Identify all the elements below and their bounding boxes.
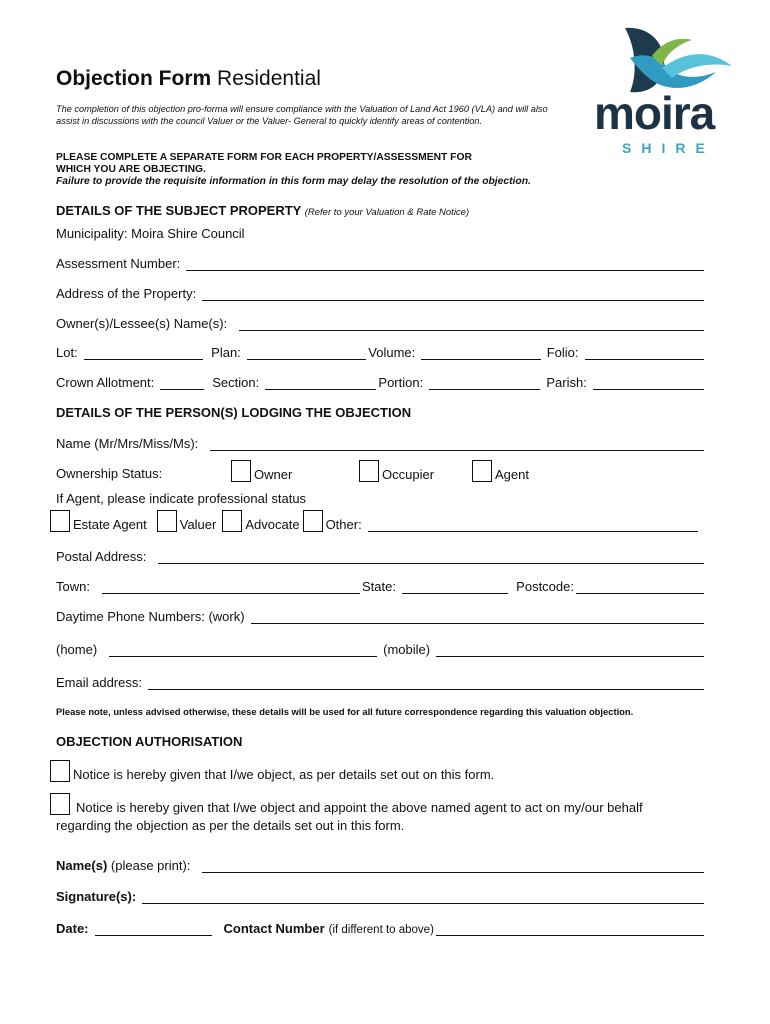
owner-option[interactable] [231, 460, 292, 482]
name-label: Name (Mr/Mrs/Miss/Ms): [56, 436, 199, 451]
owners-label: Owner(s)/Lessee(s) Name(s): [56, 316, 228, 331]
date-row [56, 921, 704, 936]
plan-label: Plan: [211, 345, 241, 360]
owners-row [56, 316, 704, 331]
town-field[interactable] [102, 581, 360, 594]
folio-label: Folio: [546, 345, 579, 360]
assessment-label: Assessment Number: [56, 256, 181, 271]
auth-option-1-text: Notice is hereby given that I/we object, as per details set out on this form. [73, 767, 495, 782]
postcode-label: Postcode: [516, 579, 574, 594]
lot-label: Lot: [56, 345, 78, 360]
email-label: Email address: [56, 675, 142, 690]
home-label: (home) [56, 642, 98, 657]
agent-label: Agent [495, 467, 529, 482]
work-phone-field[interactable] [251, 611, 704, 624]
occupier-checkbox[interactable] [359, 460, 379, 482]
owner-label: Owner [254, 467, 293, 482]
notice-warning: Failure to provide the requisite information in this form may delay the resolution of the objection. [56, 176, 531, 187]
signature-field[interactable] [142, 891, 704, 904]
title-bold: Objection Form [56, 67, 212, 90]
notice-line-1: PLEASE COMPLETE A SEPARATE FORM FOR EACH PROPERTY/ASSESSMENT FOR [56, 152, 472, 163]
assessment-row [56, 256, 704, 271]
property-heading-text: DETAILS OF THE SUBJECT PROPERTY [56, 203, 302, 218]
signature-row [56, 889, 704, 904]
contact-field[interactable] [436, 923, 704, 936]
valuer-checkbox[interactable] [157, 510, 177, 532]
daytime-label: Daytime Phone Numbers: (work) [56, 609, 245, 624]
property-heading-note: (Refer to your Valuation & Rate Notice) [304, 207, 470, 218]
auth-option-1-checkbox[interactable] [50, 760, 70, 782]
other-label: Other: [325, 517, 362, 532]
town-row [56, 579, 704, 594]
notice-line-2: WHICH YOU ARE OBJECTING. [56, 164, 206, 175]
email-field[interactable] [148, 677, 704, 690]
owners-field[interactable] [239, 318, 704, 331]
agent-checkbox[interactable] [472, 460, 492, 482]
other-field[interactable] [368, 519, 698, 532]
email-row [56, 675, 704, 690]
signature-label: Signature(s): [56, 889, 137, 904]
auth-option-2-checkbox[interactable] [50, 793, 70, 815]
page-title [56, 67, 321, 91]
address-row [56, 286, 704, 301]
date-field[interactable] [95, 923, 212, 936]
logo-wordmark: moira [594, 87, 715, 139]
valuer-label: Valuer [179, 517, 217, 532]
auth-option-2-text-cont: regarding the objection as per the details set out in this form. [56, 818, 405, 833]
moira-shire-logo [592, 22, 742, 162]
postcode-field[interactable] [576, 581, 704, 594]
auth-option-1[interactable] [50, 760, 494, 782]
volume-field[interactable] [421, 347, 540, 360]
owner-checkbox[interactable] [231, 460, 251, 482]
auth-heading: OBJECTION AUTHORISATION [56, 734, 243, 749]
names-row [56, 858, 704, 873]
address-label: Address of the Property: [56, 286, 197, 301]
occupier-label: Occupier [382, 467, 435, 482]
crown-row [56, 375, 704, 390]
advocate-checkbox[interactable] [222, 510, 242, 532]
names-label-rest: (please print): [110, 858, 191, 873]
contact-label-bold: Contact Number [223, 921, 325, 936]
address-field[interactable] [202, 288, 704, 301]
parish-label: Parish: [546, 375, 587, 390]
advocate-label: Advocate [245, 517, 300, 532]
auth-option-2-text: Notice is hereby given that I/we object and appoint the above named agent to act on my/our behalf [76, 800, 643, 815]
date-label: Date: [56, 921, 89, 936]
state-field[interactable] [402, 581, 508, 594]
intro-text: The completion of this objection pro-forma will ensure compliance with the Valuation of Land Act 1960 (VLA) and will also assist in discussions with the council Valuer or the Valuer- General to quickly identify areas of contention. [56, 104, 548, 126]
agent-status-row [50, 510, 706, 532]
names-field[interactable] [202, 860, 704, 873]
mobile-phone-field[interactable] [436, 644, 704, 657]
portion-label: Portion: [378, 375, 424, 390]
home-mobile-row [56, 642, 704, 657]
estate-agent-checkbox[interactable] [50, 510, 70, 532]
title-rest: Residential [217, 67, 321, 90]
daytime-row [56, 609, 704, 624]
state-label: State: [361, 579, 396, 594]
folio-field[interactable] [585, 347, 704, 360]
logo-subtitle: SHIRE [622, 140, 715, 156]
section-field[interactable] [265, 377, 376, 390]
postal-field[interactable] [158, 551, 704, 564]
agent-prompt: If Agent, please indicate professional status [56, 491, 307, 506]
estate-agent-label: Estate Agent [73, 517, 147, 532]
ownership-label: Ownership Status: [56, 466, 163, 481]
parish-field[interactable] [593, 377, 704, 390]
mobile-label: (mobile) [383, 642, 431, 657]
correspondence-note: Please note, unless advised otherwise, these details will be used for all future correspondence regarding this valuation objection. [56, 706, 634, 717]
crown-label: Crown Allotment: [56, 375, 155, 390]
lot-field[interactable] [84, 347, 203, 360]
assessment-field[interactable] [186, 258, 704, 271]
other-checkbox[interactable] [303, 510, 323, 532]
volume-label: Volume: [368, 345, 416, 360]
names-label-bold: Name(s) [56, 858, 108, 873]
occupier-option[interactable] [359, 460, 434, 482]
property-heading [56, 203, 469, 218]
postal-row [56, 549, 704, 564]
agent-option[interactable] [472, 460, 529, 482]
names-label [56, 858, 190, 873]
name-field[interactable] [210, 438, 704, 451]
home-phone-field[interactable] [109, 644, 377, 657]
name-row [56, 436, 704, 451]
municipality-text: Municipality: Moira Shire Council [56, 226, 245, 241]
postal-label: Postal Address: [56, 549, 147, 564]
person-heading: DETAILS OF THE PERSON(S) LODGING THE OBJECTION [56, 405, 412, 420]
contact-label-rest: (if different to above) [328, 924, 434, 936]
portion-field[interactable] [429, 377, 540, 390]
lot-row [56, 345, 704, 360]
plan-field[interactable] [247, 347, 366, 360]
auth-option-2[interactable] [50, 793, 643, 815]
town-label: Town: [56, 579, 90, 594]
crown-field[interactable] [160, 377, 204, 390]
section-label: Section: [212, 375, 260, 390]
